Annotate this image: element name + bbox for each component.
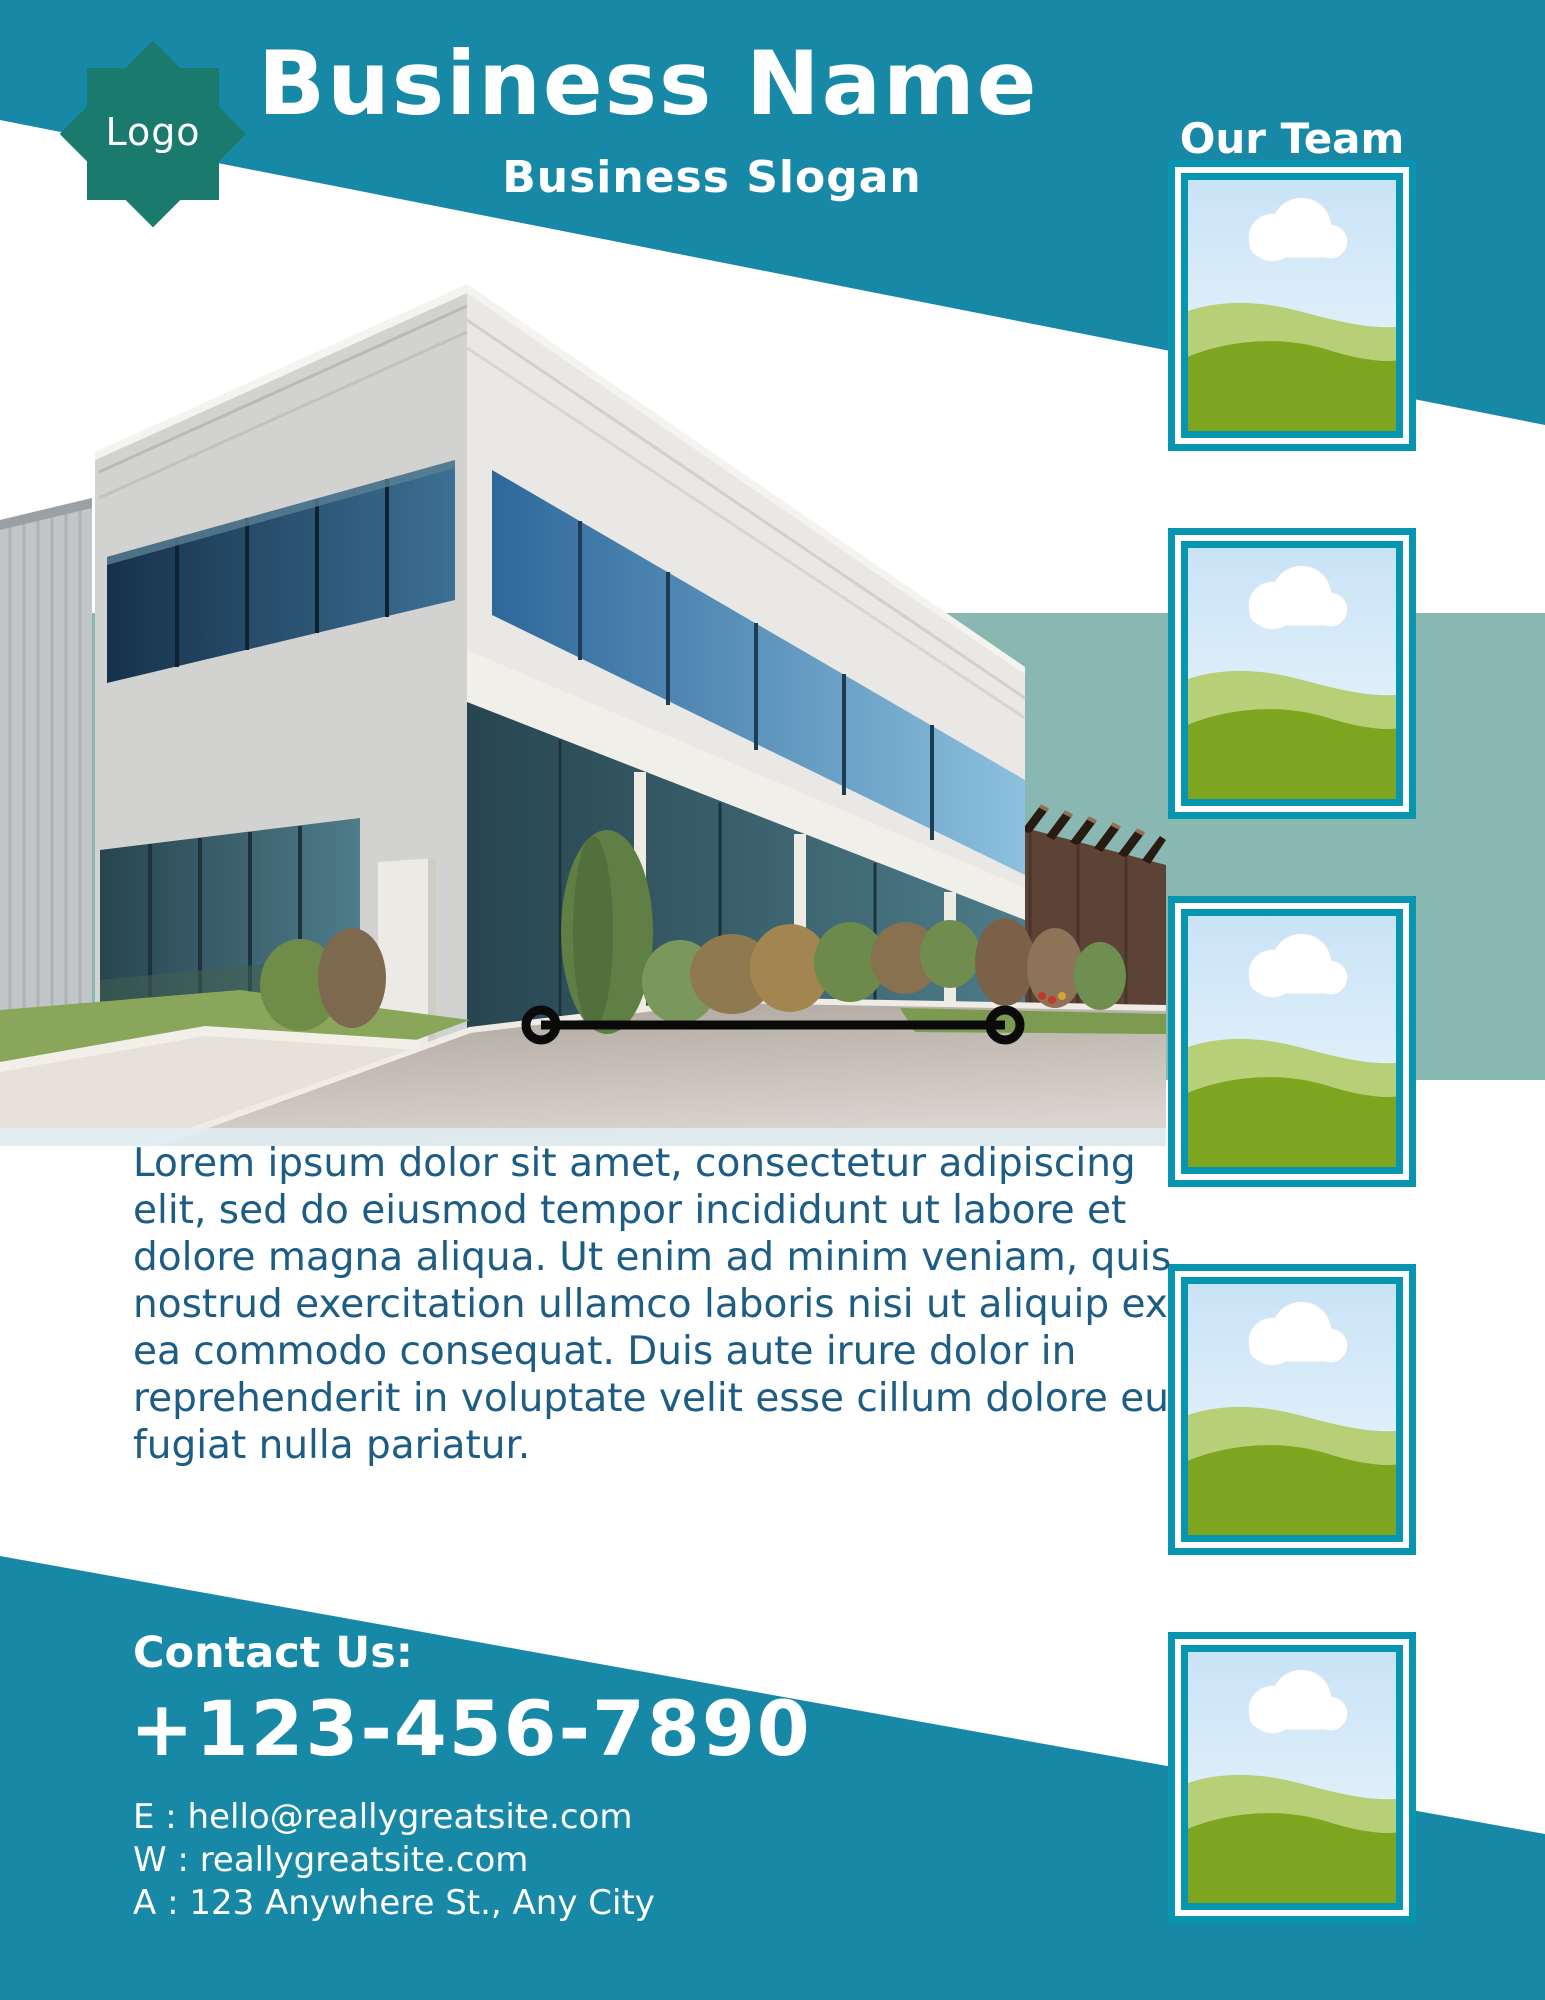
team-photo-placeholder-4 [1168, 1264, 1416, 1555]
team-photo-placeholder-2 [1168, 528, 1416, 819]
team-photo-placeholder-3 [1168, 896, 1416, 1187]
landscape-placeholder-icon [1188, 180, 1396, 431]
team-photo-placeholder-5 [1168, 1632, 1416, 1923]
business-name-title: Business Name [258, 32, 1039, 135]
contact-website-line: W : reallygreatsite.com [133, 1840, 529, 1880]
contact-details [133, 1796, 655, 1925]
landscape-placeholder-icon [1188, 548, 1396, 799]
contact-phone-number: +123-456-7890 [130, 1684, 812, 1773]
contact-email-line: E : hello@reallygreatsite.com [133, 1797, 633, 1837]
landscape-placeholder-icon [1188, 1652, 1396, 1903]
team-photo-placeholder-1 [1168, 160, 1416, 451]
body-paragraph: Lorem ipsum dolor sit amet, consectetur adipiscing elit, sed do eiusmod tempor incididunt ut labore et dolore magna aliqua. Ut enim ad minim veniam, quis nostrud exercitation ullamco laboris nisi ut aliquip ex ea commodo consequat. Duis aute irure dolor in reprehenderit in voluptate velit esse cillum dolore eu fugiat nulla pariatur. [133, 1141, 1172, 1468]
team-section-title: Our Team [1179, 114, 1405, 163]
logo-label: Logo [105, 110, 201, 154]
office-building-photo [0, 220, 1166, 1146]
landscape-placeholder-icon [1188, 1284, 1396, 1535]
contact-heading: Contact Us: [133, 1628, 414, 1678]
business-slogan: Business Slogan [502, 152, 922, 203]
contact-address-line: A : 123 Anywhere St., Any City [133, 1883, 655, 1923]
landscape-placeholder-icon [1188, 916, 1396, 1167]
